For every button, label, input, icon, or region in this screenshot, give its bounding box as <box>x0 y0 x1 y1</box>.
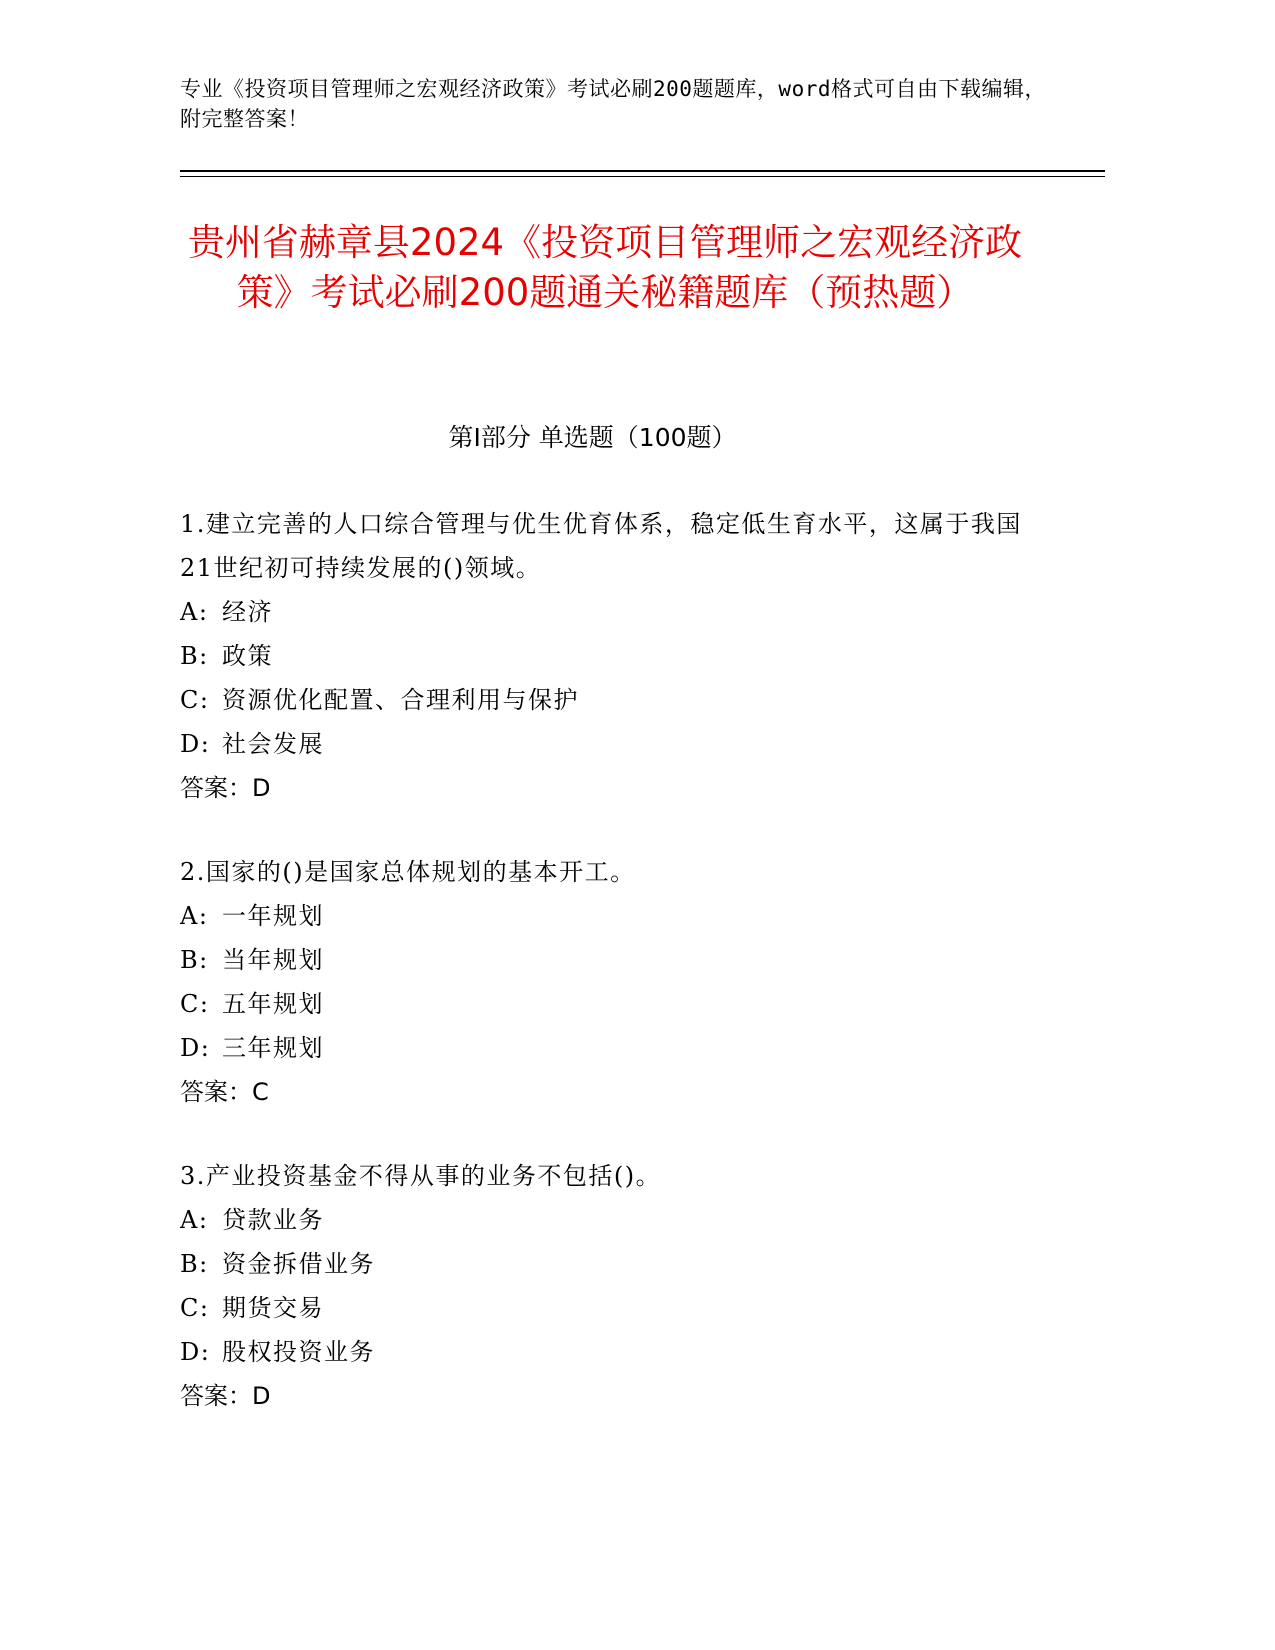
option-key: C: <box>180 1294 210 1322</box>
question-list <box>180 502 1040 1458</box>
question-stem: 3.产业投资基金不得从事的业务不包括()。 <box>180 1162 662 1190</box>
option-text: 经济 <box>222 598 273 626</box>
option-a <box>180 590 1040 634</box>
option-text: 三年规划 <box>222 1034 324 1062</box>
option-text: 政策 <box>222 642 273 670</box>
option-key: A: <box>180 1206 209 1234</box>
option-key: A: <box>180 902 209 930</box>
option-text: 股权投资业务 <box>222 1338 375 1366</box>
option-b <box>180 1242 1040 1286</box>
option-text: 期货交易 <box>222 1294 324 1322</box>
option-key: C: <box>180 686 210 714</box>
header-divider-thin <box>180 176 1105 177</box>
option-c <box>180 1286 1040 1330</box>
answer-line: 答案：D <box>180 1382 271 1410</box>
option-b <box>180 938 1040 982</box>
option-key: A: <box>180 598 209 626</box>
answer-line: 答案：D <box>180 774 271 802</box>
option-key: B: <box>180 642 209 670</box>
option-text: 资金拆借业务 <box>222 1250 375 1278</box>
option-b <box>180 634 1040 678</box>
option-key: D: <box>180 730 211 758</box>
document-title: 贵州省赫章县2024《投资项目管理师之宏观经济政策》考试必刷200题通关秘籍题库（预热题） <box>187 221 1023 314</box>
header-note: 专业《投资项目管理师之宏观经济政策》考试必刷200题题库，word格式可自由下载编辑，附完整答案！ <box>180 77 1046 131</box>
option-key: B: <box>180 946 209 974</box>
option-text: 一年规划 <box>222 902 324 930</box>
option-d <box>180 722 1040 766</box>
question-item <box>180 502 1040 810</box>
option-text: 当年规划 <box>222 946 324 974</box>
option-a <box>180 894 1040 938</box>
option-a <box>180 1198 1040 1242</box>
header-divider-thick <box>180 170 1105 172</box>
option-key: B: <box>180 1250 209 1278</box>
option-d <box>180 1026 1040 1070</box>
question-stem: 2.国家的()是国家总体规划的基本开工。 <box>180 858 636 886</box>
option-text: 五年规划 <box>222 990 324 1018</box>
option-text: 资源优化配置、合理利用与保护 <box>222 686 579 714</box>
option-text: 贷款业务 <box>222 1206 324 1234</box>
answer-line: 答案：C <box>180 1078 269 1106</box>
option-key: D: <box>180 1338 211 1366</box>
question-item <box>180 850 1040 1114</box>
option-c <box>180 982 1040 1026</box>
section-heading: 第Ⅰ部分 单选题（100题） <box>448 423 737 452</box>
question-item <box>180 1154 1040 1418</box>
option-text: 社会发展 <box>222 730 324 758</box>
option-key: C: <box>180 990 210 1018</box>
question-stem: 1.建立完善的人口综合管理与优生优育体系，稳定低生育水平，这属于我国21世纪初可持续发展的()领域。 <box>180 510 1022 582</box>
option-d <box>180 1330 1040 1374</box>
option-key: D: <box>180 1034 211 1062</box>
option-c <box>180 678 1040 722</box>
